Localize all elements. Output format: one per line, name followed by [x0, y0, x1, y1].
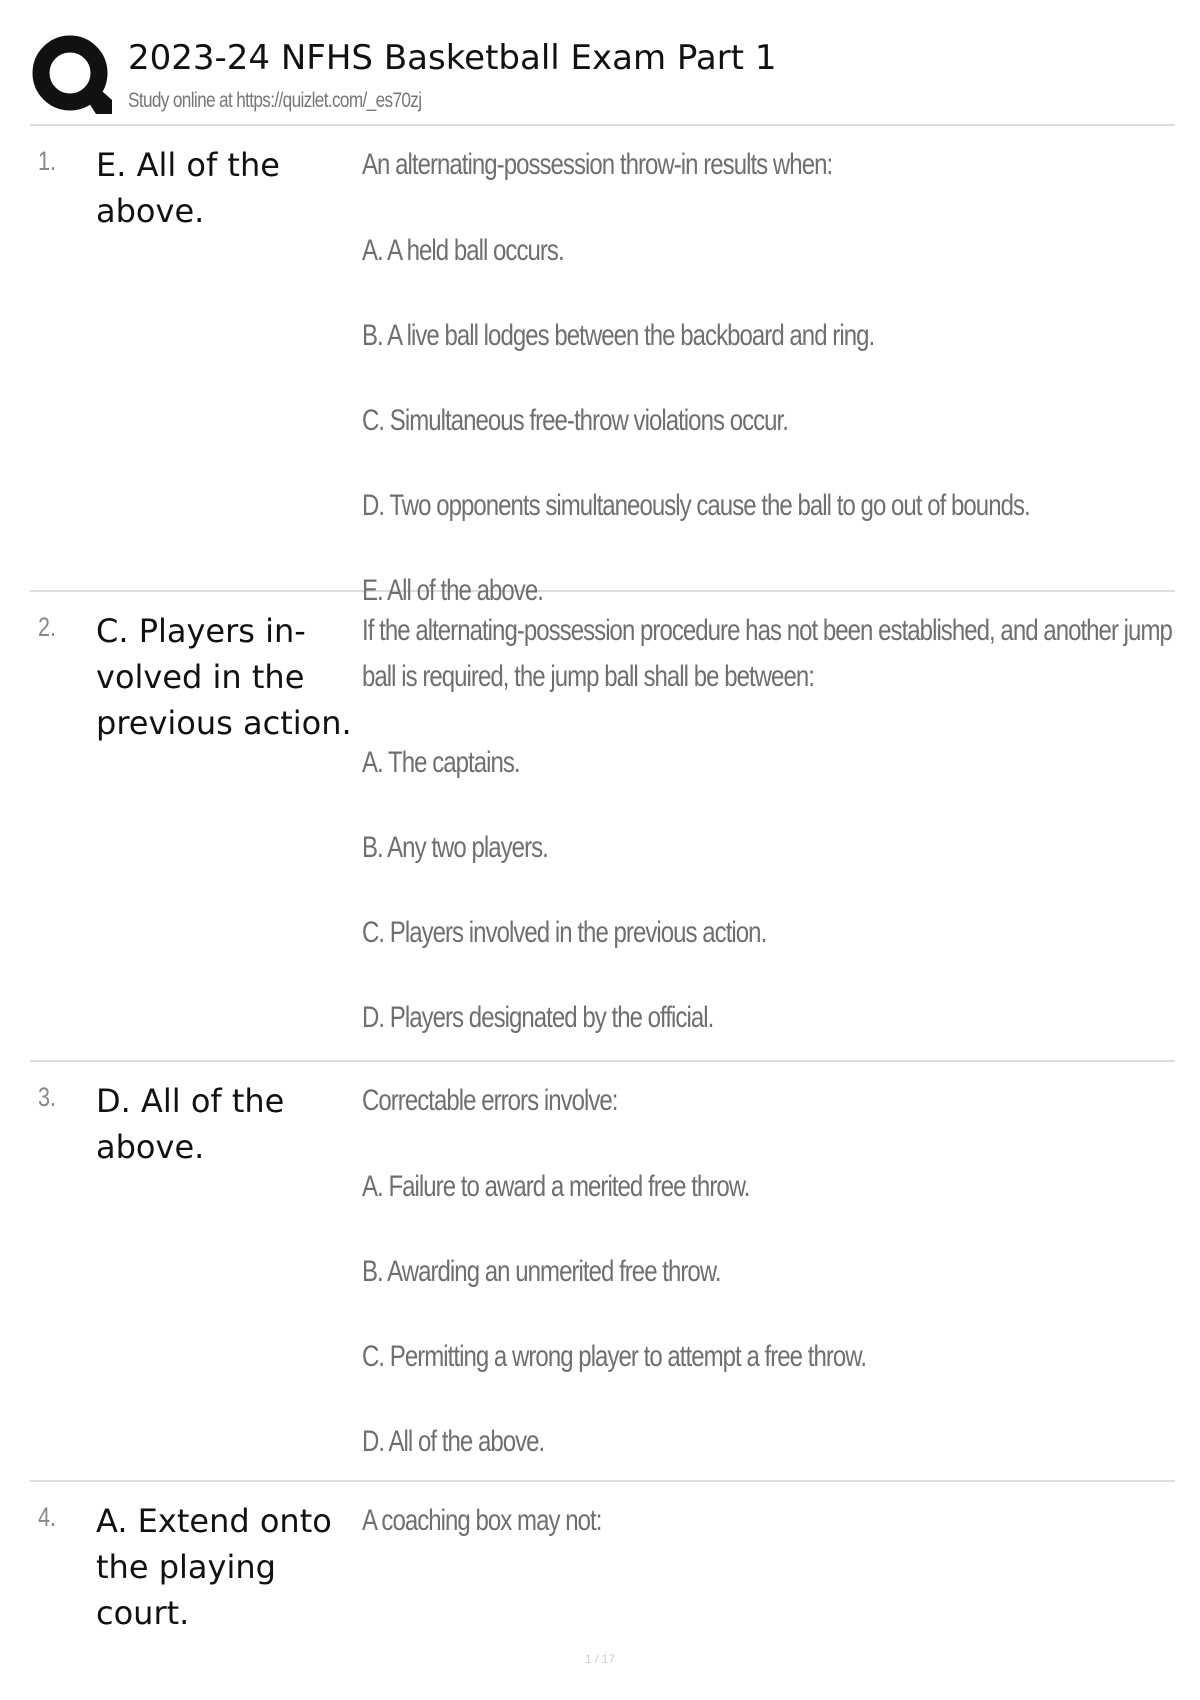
answer-option: D. Players designated by the official. [362, 1001, 714, 1034]
card-answer: C. Players involved in the previous action. [96, 612, 352, 742]
card-question [362, 608, 1172, 1041]
answer-option: A. Failure to award a merited free throw. [362, 1170, 750, 1203]
answer-option: E. All of the above. [362, 574, 543, 607]
answer-option: D. Two opponents simultaneously cause the ball to go out of bounds. [362, 489, 1030, 522]
flashcard [30, 1482, 1175, 1662]
flashcard [30, 592, 1175, 1062]
card-answer: E. All of the above. [96, 146, 280, 230]
flashcard [30, 1062, 1175, 1482]
card-answer: D. All of the above. [96, 1082, 285, 1166]
card-number: 3. [38, 1082, 57, 1112]
question-prompt: Correctable errors involve: [362, 1084, 618, 1117]
answer-option: C. Simultaneous free-throw violations occur. [362, 404, 788, 437]
quizlet-logo-icon [32, 34, 114, 118]
answer-option: A. A held ball occurs. [362, 234, 564, 267]
question-prompt: An alternating-possession throw-in results when: [362, 148, 833, 181]
answer-option: C. Permitting a wrong player to attempt a free throw. [362, 1340, 867, 1373]
page-indicator: 1 / 17 [584, 1652, 616, 1666]
answer-option: B. Any two players. [362, 831, 548, 864]
question-prompt: If the alternating-possession procedure has not been established, and another jump ball is required, the jump ball shall be between: [362, 614, 1172, 693]
page-title: 2023-24 NFHS Basketball Exam Part 1 [128, 38, 777, 78]
question-prompt: A coaching box may not: [362, 1504, 602, 1537]
answer-option: B. A live ball lodges between the backboard and ring. [362, 319, 875, 352]
card-question [362, 1078, 1082, 1465]
study-online-link[interactable]: Study online at https://quizlet.com/_es70zj [128, 89, 422, 112]
flashcard [30, 126, 1175, 607]
answer-option: C. Players involved in the previous action. [362, 916, 767, 949]
card-question [362, 142, 1082, 614]
page-header [32, 34, 1172, 124]
answer-option: A. The captains. [362, 746, 520, 779]
answer-option: B. Awarding an unmerited free throw. [362, 1255, 721, 1288]
card-number: 1. [38, 146, 57, 176]
card-question [362, 1498, 1082, 1584]
flashcard-list [30, 126, 1175, 1662]
card-number: 4. [38, 1502, 57, 1532]
card-answer: A. Extend onto the playing court. [96, 1502, 332, 1632]
card-number: 2. [38, 612, 57, 642]
answer-option: D. All of the above. [362, 1425, 545, 1458]
